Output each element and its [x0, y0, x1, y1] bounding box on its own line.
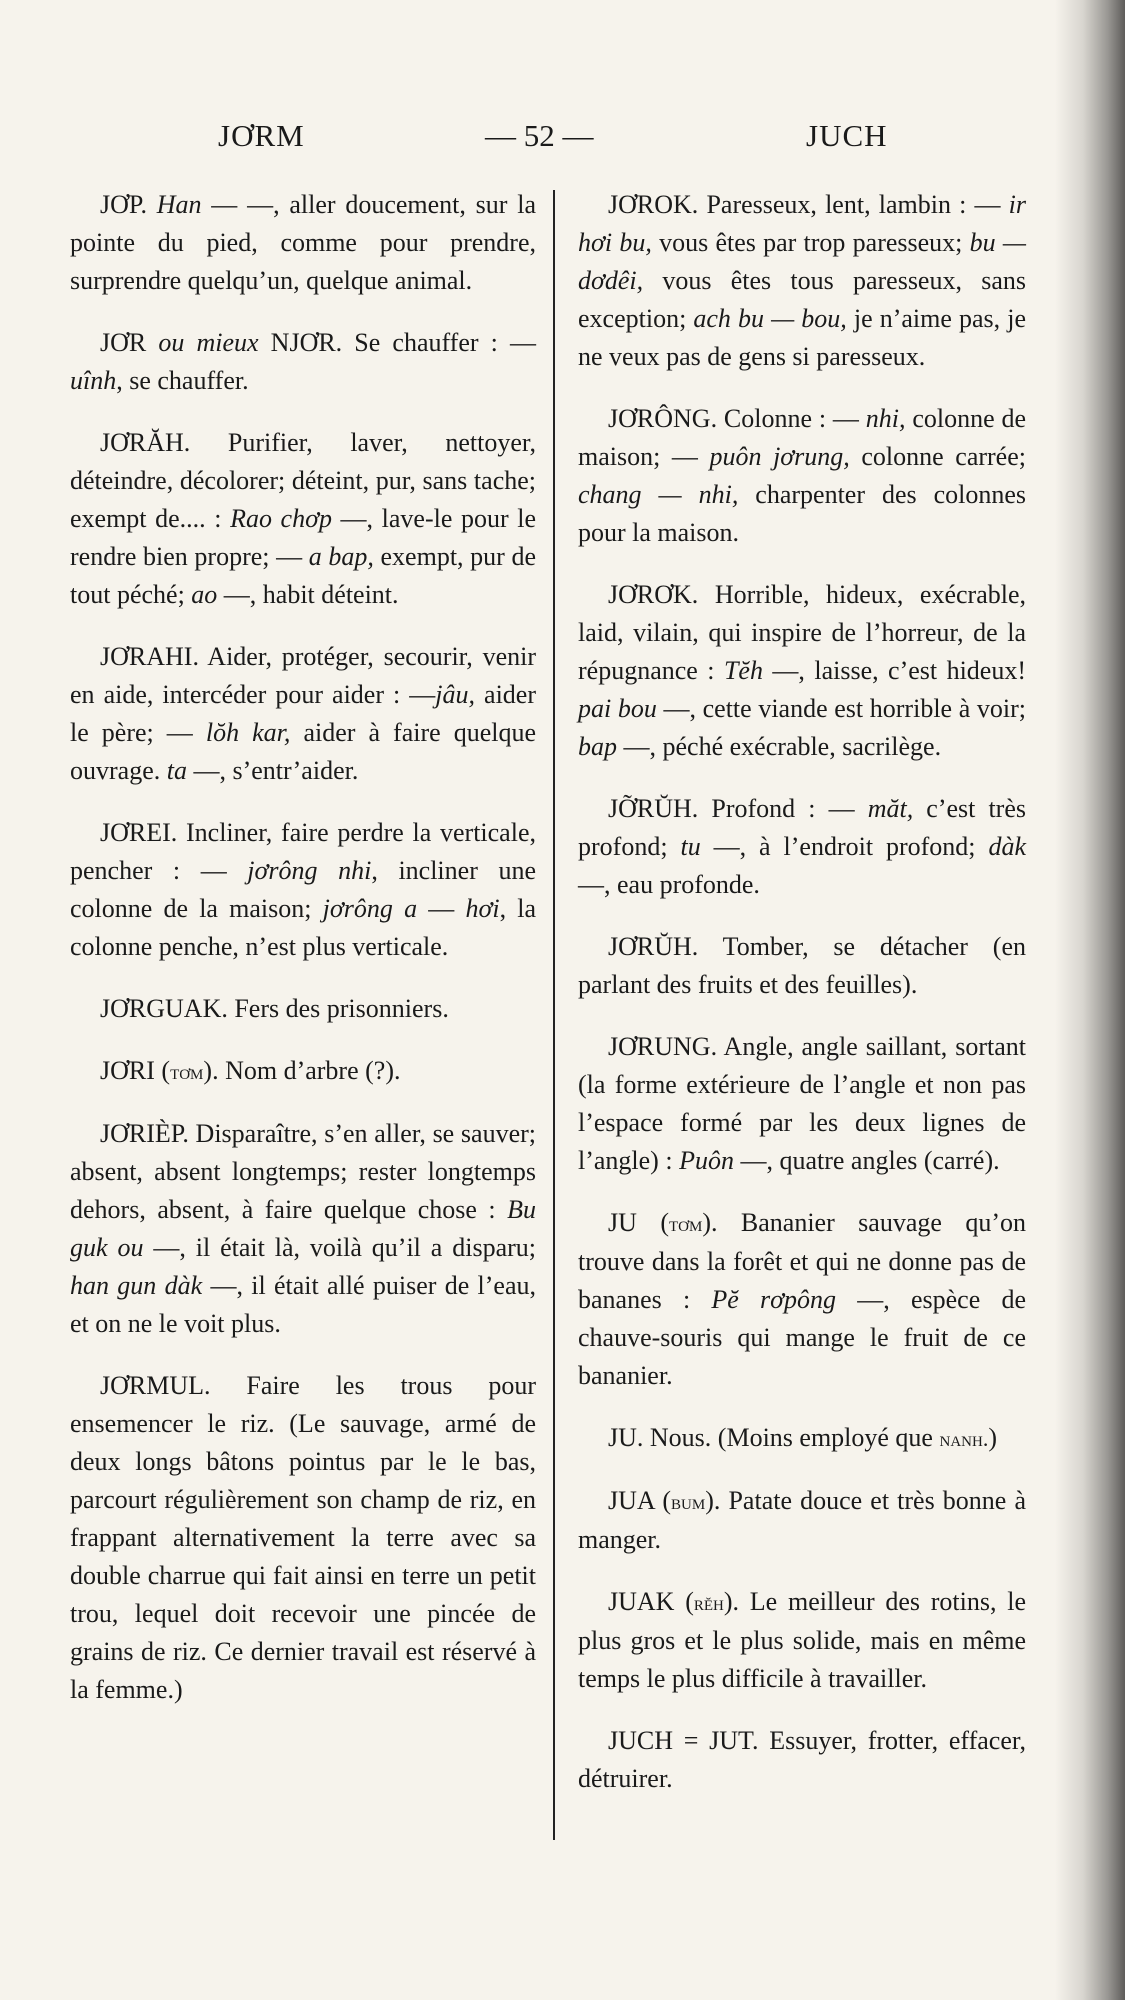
entry-text: ). Patate douce et très bonne à manger. — [578, 1486, 1026, 1554]
entry-text: aider le père; — — [70, 680, 536, 747]
entry-text: ). Bananier sauvage qu’on trouve dans la forêt et qui ne donne pas de bananes : — [578, 1208, 1026, 1314]
dictionary-entry — [70, 1115, 536, 1343]
entry-text: JUA ( — [608, 1486, 672, 1515]
entry-text: colonne carrée; — [849, 442, 1026, 471]
small-caps-tag: tơm — [668, 1211, 703, 1236]
entry-text: ). Nom d’arbre (?). — [203, 1056, 401, 1085]
italic-example: tu — [680, 832, 701, 861]
entry-text: —, il était allé puiser de l’eau, et on ne le voit plus. — [70, 1271, 536, 1338]
running-header — [0, 118, 1125, 168]
entry-text: —, espèce de chauve-souris qui mange le fruit de ce bananier. — [578, 1285, 1026, 1390]
dictionary-entry — [578, 400, 1026, 552]
entry-text: JỠRŬH. Profond : — — [608, 794, 868, 823]
dictionary-entry — [578, 790, 1026, 904]
entry-text: JU ( — [608, 1208, 669, 1237]
small-caps-tag: nanh. — [939, 1426, 989, 1451]
dictionary-entry — [70, 990, 536, 1028]
entry-text: , la colonne penche, n’est plus verticale. — [70, 894, 537, 961]
header-left-guideword: JƠRM — [218, 118, 305, 153]
entry-text: JƠRGUAK. Fers des prisonniers. — [100, 994, 449, 1023]
italic-example: ou mieux — [158, 328, 259, 357]
dictionary-entry — [70, 186, 536, 300]
entry-text: colonne de maison; — — [578, 404, 1026, 471]
italic-example: uînh — [70, 366, 117, 395]
dictionary-entry — [70, 424, 536, 614]
entry-text: JƠRÔNG. Colonne : — — [608, 404, 866, 433]
right-column — [578, 186, 1026, 1822]
italic-example: Han — [156, 190, 202, 219]
entry-text: JƠRĂH. Purifier, laver, nettoyer, déteindre, décolorer; déteint, pur, sans tache; exempt de.... : — [70, 428, 536, 533]
entry-text: , incliner une colonne de la maison; — [70, 856, 536, 923]
entry-text: ). Le meilleur des rotins, le plus gros et le plus solide, mais en même temps le plus difficile à travailler. — [578, 1587, 1027, 1693]
entry-text: JƠROK. Paresseux, lent, lambin : — — [608, 190, 1009, 219]
dictionary-entry — [70, 1052, 536, 1091]
entry-text: JƠRI ( — [100, 1056, 171, 1085]
entry-text: JU. Nous. (Moins employé que — [608, 1423, 940, 1452]
entry-text: je n’aime pas, je ne veux pas de gens si paresseux. — [578, 304, 1026, 371]
entry-text: —, quatre angles (carré). — [733, 1146, 1000, 1175]
entry-text: exempt, pur de tout péché; — [70, 542, 536, 609]
entry-text: c’est très profond; — [578, 794, 1027, 861]
entry-text: — —, aller doucement, sur la pointe du pied, comme pour prendre, surprendre quelqu’un, quelque animal. — [70, 190, 536, 295]
entry-text: —, laisse, c’est hideux! — [762, 656, 1027, 685]
italic-example: hơi — [465, 894, 500, 923]
italic-example: nhi, — [865, 404, 906, 433]
dictionary-entry — [578, 1583, 1026, 1698]
italic-example: lŏh kar, — [205, 718, 291, 747]
italic-example: bu — dơdêi, — [578, 228, 1026, 295]
entry-text: JƠREI. Incliner, faire perdre la verticale, pencher : — — [70, 818, 536, 885]
left-column — [70, 186, 536, 1733]
italic-example: ta — [166, 756, 187, 785]
entry-text: —, habit déteint. — [217, 580, 399, 609]
entry-text: —, cette viande est horrible à voir; — [656, 694, 1026, 723]
small-caps-tag: tơm — [170, 1059, 204, 1084]
italic-example: ir hơi bu, — [578, 190, 1026, 257]
dictionary-entry — [578, 1028, 1026, 1180]
italic-example: han gun dàk — [70, 1271, 203, 1300]
page-edge-shadow — [1055, 0, 1125, 2000]
entry-text: —, à l’endroit profond; — [700, 832, 989, 861]
header-right-guideword: JUCH — [806, 118, 888, 153]
dictionary-entry — [70, 1367, 536, 1709]
dictionary-entry — [70, 638, 536, 790]
entry-text: JUCH = JUT. Essuyer, frotter, effacer, détruirer. — [578, 1726, 1026, 1793]
italic-example: jơrông nhi — [247, 856, 372, 885]
entry-text: ) — [988, 1423, 997, 1452]
entry-text: —, eau profonde. — [578, 870, 760, 899]
italic-example: a bap, — [308, 542, 374, 571]
entry-text: JƠRIÈP. Disparaître, s’en aller, se sauver; absent, absent longtemps; rester longtemps dehors, absent, à faire quelque chose : — [70, 1119, 536, 1224]
page-number: — 52 — — [485, 118, 594, 153]
entry-text: JƠRƠK. Horrible, hideux, exécrable, laid, vilain, qui inspire de l’horreur, de la répugnance : — [578, 580, 1026, 685]
entry-text: JƠRUNG. Angle, angle saillant, sortant (la forme extérieure de l’angle et non pas l’espace formé par les deux lignes de l’angle) : — [578, 1032, 1026, 1175]
italic-example: Tĕh — [723, 656, 763, 685]
column-divider — [553, 190, 555, 1840]
entry-text: JƠP. — [100, 190, 157, 219]
entry-text: JƠRMUL. Faire les trous pour ensemencer le riz. (Le sauvage, armé de deux longs bâtons pointus par le le bas, parcourt régulièrement son champ de riz, en frappant alternativement la terre avec sa double charrue qui fait ainsi en terre un petit trou, lequel doit recevoir une pincée de grains de riz. Ce dernier travail est réservé à la femme.) — [70, 1371, 536, 1704]
entry-text: vous êtes tous paresseux, sans exception; — [578, 266, 1026, 333]
dictionary-entry — [578, 928, 1026, 1004]
entry-text: —, lave-le pour le rendre bien propre; — — [70, 504, 536, 571]
dictionary-entry — [578, 186, 1026, 376]
dictionary-entry — [70, 324, 536, 400]
dictionary-entry — [578, 1204, 1026, 1395]
italic-example: Puôn — [679, 1146, 734, 1175]
dictionary-entry — [578, 576, 1026, 766]
italic-example: dàk — [988, 832, 1026, 861]
entry-text: —, péché exécrable, sacrilège. — [617, 732, 942, 761]
small-caps-tag: bum — [671, 1489, 706, 1514]
entry-text: —, s’entr’aider. — [186, 756, 359, 785]
italic-example: jâu, — [435, 680, 475, 709]
italic-example: puôn jơrung, — [709, 442, 850, 471]
italic-example: pai bou — [578, 694, 657, 723]
entry-text: charpenter des colonnes pour la maison. — [578, 480, 1027, 547]
small-caps-tag: rĕh — [693, 1590, 724, 1615]
entry-text: JƠRAHI. Aider, protéger, secourir, venir en aide, intercéder pour aider : — — [70, 642, 536, 709]
italic-example: Pĕ rơpông — [711, 1285, 837, 1314]
entry-text: JƠRŬH. Tomber, se détacher (en parlant des fruits et des feuilles). — [578, 932, 1026, 999]
dictionary-entry — [578, 1722, 1026, 1798]
entry-text: vous êtes par trop paresseux; — [651, 228, 970, 257]
dictionary-entry — [578, 1482, 1026, 1559]
italic-example: chang — nhi, — [578, 480, 739, 509]
entry-text: , se chauffer. — [116, 366, 249, 395]
entry-text: JUAK ( — [608, 1587, 694, 1616]
italic-example: ach bu — bou, — [693, 304, 847, 333]
dictionary-entry — [578, 1419, 1026, 1458]
italic-example: Rao chơp — [230, 504, 332, 533]
entry-text: — — [417, 894, 466, 923]
italic-example: jơrông a — [322, 894, 418, 923]
dictionary-entry — [70, 814, 536, 966]
entry-text: aider à faire quelque ouvrage. — [70, 718, 536, 785]
entry-text: JƠR — [100, 328, 159, 357]
italic-example: măt, — [867, 794, 914, 823]
italic-example: Bu guk ou — [70, 1195, 536, 1262]
entry-text: NJƠR. Se chauffer : — — [258, 328, 536, 357]
italic-example: bap — [578, 732, 617, 761]
italic-example: ao — [191, 580, 218, 609]
entry-text: —, il était là, voilà qu’il a disparu; — [143, 1233, 537, 1262]
